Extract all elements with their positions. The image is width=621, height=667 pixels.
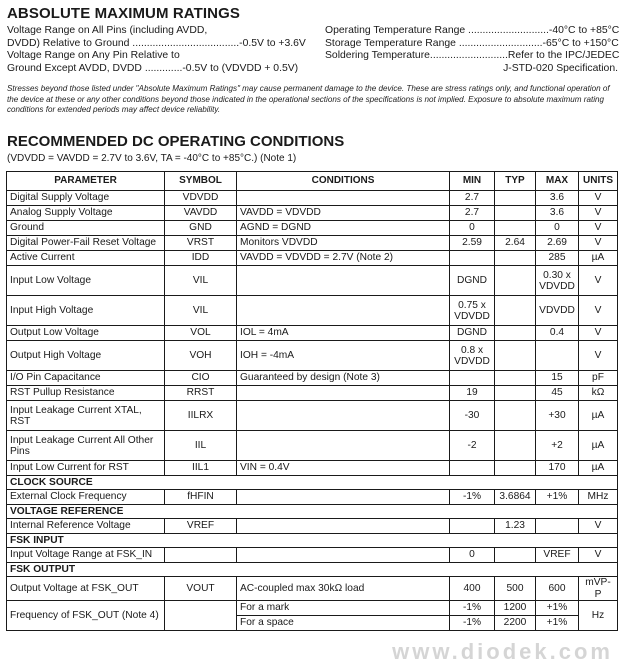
table-row: [7, 490, 618, 505]
abs-max-line: DVDD) Relative to Ground .....................................-0.5V to +3.6V: [7, 37, 306, 49]
symbol-cell: VDVDD: [165, 191, 237, 206]
max-line-1: 0.30 x: [543, 269, 571, 281]
table-row: [7, 251, 618, 266]
rec-dc-title: RECOMMENDED DC OPERATING CONDITIONS: [7, 133, 345, 150]
abs-max-right-block: [325, 25, 618, 75]
param-line-2: RST: [10, 415, 31, 427]
min-line-2: VDVDD: [454, 355, 490, 367]
max-cell: 45: [536, 386, 579, 401]
typ-cell: 2200: [495, 616, 536, 631]
min-cell: 0: [450, 221, 495, 236]
section-heading: FSK OUTPUT: [7, 563, 618, 577]
units-cell: V: [579, 341, 618, 371]
conditions-cell: AGND = DGND: [237, 221, 450, 236]
conditions-cell: VAVDD = VDVDD: [237, 206, 450, 221]
param-cell: Output Voltage at FSK_OUT: [7, 577, 165, 601]
typ-cell: [495, 326, 536, 341]
symbol-cell: IIL1: [165, 461, 237, 476]
param-cell: Input Low Voltage: [7, 266, 165, 296]
symbol-cell: VAVDD: [165, 206, 237, 221]
conditions-cell: [237, 401, 450, 431]
param-cell: Input Low Current for RST: [7, 461, 165, 476]
table-row: [7, 601, 618, 616]
table-row: [7, 461, 618, 476]
units-cell: V: [579, 519, 618, 534]
col-header: PARAMETER: [7, 172, 165, 191]
typ-cell: [495, 386, 536, 401]
section-heading: VOLTAGE REFERENCE: [7, 505, 618, 519]
table-header-row: [7, 172, 618, 191]
col-header: TYP: [495, 172, 536, 191]
table-row: [7, 341, 618, 371]
param-cell: Internal Reference Voltage: [7, 519, 165, 534]
param-cell: Active Current: [7, 251, 165, 266]
symbol-cell: VIL: [165, 296, 237, 326]
min-cell: DGND: [450, 266, 495, 296]
units-cell: V: [579, 296, 618, 326]
col-header: SYMBOL: [165, 172, 237, 191]
param-cell: Ground: [7, 221, 165, 236]
conditions-cell: AC-coupled max 30kΩ load: [237, 577, 450, 601]
min-line-1: 0.8 x: [460, 344, 484, 356]
conditions-cell: VAVDD = VDVDD = 2.7V (Note 2): [237, 251, 450, 266]
section-row: [7, 534, 618, 548]
param-cell: Output High Voltage: [7, 341, 165, 371]
table-row: [7, 519, 618, 534]
param-line-2: Pins: [10, 445, 30, 457]
max-cell: +30: [536, 401, 579, 431]
param-cell: [7, 431, 165, 461]
rec-dc-conditions: (VDVDD = VAVDD = 2.7V to 3.6V, TA = -40°C to +85°C.) (Note 1): [7, 153, 297, 164]
abs-max-line: Ground Except AVDD, DVDD .............-0.5V to (VDVDD + 0.5V): [7, 62, 299, 74]
max-cell: 0.4: [536, 326, 579, 341]
table-row: [7, 431, 618, 461]
typ-cell: [495, 296, 536, 326]
units-cell: µA: [579, 431, 618, 461]
min-cell: 2.59: [450, 236, 495, 251]
abs-max-line: J-STD-020 Specification.: [503, 62, 618, 74]
conditions-cell: [237, 519, 450, 534]
min-cell: -1%: [450, 616, 495, 631]
max-cell: [536, 341, 579, 371]
abs-max-line: Voltage Range on Any Pin Relative to: [7, 50, 180, 62]
abs-max-line: Voltage Range on All Pins (including AVDD,: [7, 25, 208, 36]
max-cell: 2.69: [536, 236, 579, 251]
conditions-cell: VIN = 0.4V: [237, 461, 450, 476]
units-cell: V: [579, 191, 618, 206]
typ-cell: [495, 431, 536, 461]
max-cell: VREF: [536, 548, 579, 563]
min-cell: [450, 371, 495, 386]
min-cell: [450, 296, 495, 326]
units-cell: µA: [579, 251, 618, 266]
abs-max-title: ABSOLUTE MAXIMUM RATINGS: [7, 5, 240, 22]
conditions-cell: IOL = 4mA: [237, 326, 450, 341]
param-cell: Digital Power-Fail Reset Voltage: [7, 236, 165, 251]
min-cell: 2.7: [450, 191, 495, 206]
units-cell: V: [579, 548, 618, 563]
max-cell: 3.6: [536, 206, 579, 221]
conditions-cell: [237, 386, 450, 401]
max-cell: 0: [536, 221, 579, 236]
min-cell: -30: [450, 401, 495, 431]
symbol-cell: fHFIN: [165, 490, 237, 505]
abs-max-line: Storage Temperature Range .............................-65°C to +150°C: [325, 37, 619, 49]
conditions-cell: Monitors VDVDD: [237, 236, 450, 251]
symbol-cell: VOH: [165, 341, 237, 371]
section-row: [7, 476, 618, 490]
table-row: [7, 266, 618, 296]
typ-cell: 3.6864: [495, 490, 536, 505]
typ-cell: [495, 206, 536, 221]
min-cell: 19: [450, 386, 495, 401]
typ-cell: [495, 221, 536, 236]
max-cell: +1%: [536, 601, 579, 616]
table-row: [7, 296, 618, 326]
max-cell: 15: [536, 371, 579, 386]
min-cell: -1%: [450, 490, 495, 505]
max-cell: 285: [536, 251, 579, 266]
param-cell: Input Voltage Range at FSK_IN: [7, 548, 165, 563]
min-cell: -2: [450, 431, 495, 461]
section-heading: FSK INPUT: [7, 534, 618, 548]
section-row: [7, 505, 618, 519]
conditions-cell: [237, 490, 450, 505]
typ-cell: 2.64: [495, 236, 536, 251]
max-cell: 170: [536, 461, 579, 476]
min-cell: 400: [450, 577, 495, 601]
param-cell: External Clock Frequency: [7, 490, 165, 505]
typ-cell: [495, 401, 536, 431]
table-row: [7, 386, 618, 401]
table-row: [7, 326, 618, 341]
min-cell: [450, 251, 495, 266]
min-line-1: 0.75 x: [458, 299, 486, 311]
table-row: [7, 371, 618, 386]
param-cell: Frequency of FSK_OUT (Note 4): [7, 601, 165, 631]
units-cell: V: [579, 206, 618, 221]
conditions-cell: [237, 296, 450, 326]
max-cell: +1%: [536, 616, 579, 631]
conditions-cell: [237, 431, 450, 461]
units-cell: pF: [579, 371, 618, 386]
param-cell: Digital Supply Voltage: [7, 191, 165, 206]
table-row: [7, 191, 618, 206]
param-cell: [7, 401, 165, 431]
symbol-cell: GND: [165, 221, 237, 236]
min-cell: -1%: [450, 601, 495, 616]
typ-cell: [495, 371, 536, 386]
table-row: [7, 401, 618, 431]
units-cell: mVP-P: [579, 577, 618, 601]
max-cell: [536, 519, 579, 534]
min-cell: DGND: [450, 326, 495, 341]
units-cell: Hz: [579, 601, 618, 631]
typ-cell: [495, 461, 536, 476]
units-cell: V: [579, 236, 618, 251]
units-cell: V: [579, 221, 618, 236]
spec-table: [6, 171, 618, 631]
units-cell: MHz: [579, 490, 618, 505]
abs-max-line: Soldering Temperature...........................Refer to the IPC/JEDEC: [325, 50, 620, 62]
typ-cell: [495, 548, 536, 563]
table-row: [7, 577, 618, 601]
conditions-cell: Guaranteed by design (Note 3): [237, 371, 450, 386]
symbol-cell: IIL: [165, 431, 237, 461]
abs-max-left-block: [7, 25, 306, 75]
units-cell: µA: [579, 461, 618, 476]
param-line-1: Input Leakage Current All Other: [10, 434, 154, 446]
symbol-cell: VOL: [165, 326, 237, 341]
col-header: MAX: [536, 172, 579, 191]
units-cell: kΩ: [579, 386, 618, 401]
min-line-2: VDVDD: [454, 310, 490, 322]
symbol-cell: [165, 548, 237, 563]
min-cell: [450, 461, 495, 476]
symbol-cell: VIL: [165, 266, 237, 296]
max-cell: +1%: [536, 490, 579, 505]
conditions-cell: IOH = -4mA: [237, 341, 450, 371]
symbol-cell: VOUT: [165, 577, 237, 601]
symbol-cell: VREF: [165, 519, 237, 534]
param-cell: RST Pullup Resistance: [7, 386, 165, 401]
table-row: [7, 548, 618, 563]
max-cell: +2: [536, 431, 579, 461]
section-heading: CLOCK SOURCE: [7, 476, 618, 490]
max-cell: 600: [536, 577, 579, 601]
typ-cell: [495, 191, 536, 206]
units-cell: V: [579, 326, 618, 341]
max-cell: 3.6: [536, 191, 579, 206]
conditions-cell: [237, 191, 450, 206]
typ-cell: [495, 341, 536, 371]
symbol-cell: IILRX: [165, 401, 237, 431]
param-line-1: Input Leakage Current XTAL,: [10, 404, 142, 416]
abs-max-line: Operating Temperature Range ............................-40°C to +85°C: [325, 25, 620, 36]
typ-cell: 1200: [495, 601, 536, 616]
typ-cell: [495, 251, 536, 266]
min-cell: [450, 519, 495, 534]
typ-cell: [495, 266, 536, 296]
symbol-cell: IDD: [165, 251, 237, 266]
col-header: CONDITIONS: [237, 172, 450, 191]
param-cell: Input High Voltage: [7, 296, 165, 326]
col-header: MIN: [450, 172, 495, 191]
table-row: [7, 236, 618, 251]
symbol-cell: RRST: [165, 386, 237, 401]
symbol-cell: [165, 601, 237, 631]
min-cell: 0: [450, 548, 495, 563]
col-header: UNITS: [579, 172, 618, 191]
typ-cell: 1.23: [495, 519, 536, 534]
units-cell: V: [579, 266, 618, 296]
table-row: [7, 221, 618, 236]
min-cell: 2.7: [450, 206, 495, 221]
stress-note: Stresses beyond those listed under "Absolute Maximum Ratings" may cause permanent damage to the device. These are stress ratings only, and functional operation of the device at these or any other conditions beyond those indicated in the operational sections of the specifications is not implied. Exposure to absolute maximum rating conditions for extended periods may affect device reliability.: [7, 84, 610, 115]
conditions-cell: [237, 266, 450, 296]
watermark: www.diodek.com: [392, 639, 613, 664]
typ-cell: 500: [495, 577, 536, 601]
table-row: [7, 206, 618, 221]
max-line-2: VDVDD: [539, 280, 575, 292]
conditions-cell: For a space: [237, 616, 450, 631]
section-row: [7, 563, 618, 577]
max-cell: [536, 266, 579, 296]
max-cell: VDVDD: [536, 296, 579, 326]
symbol-cell: VRST: [165, 236, 237, 251]
units-cell: µA: [579, 401, 618, 431]
conditions-cell: [237, 548, 450, 563]
param-cell: Output Low Voltage: [7, 326, 165, 341]
symbol-cell: CIO: [165, 371, 237, 386]
min-cell: [450, 341, 495, 371]
param-cell: I/O Pin Capacitance: [7, 371, 165, 386]
conditions-cell: For a mark: [237, 601, 450, 616]
param-cell: Analog Supply Voltage: [7, 206, 165, 221]
